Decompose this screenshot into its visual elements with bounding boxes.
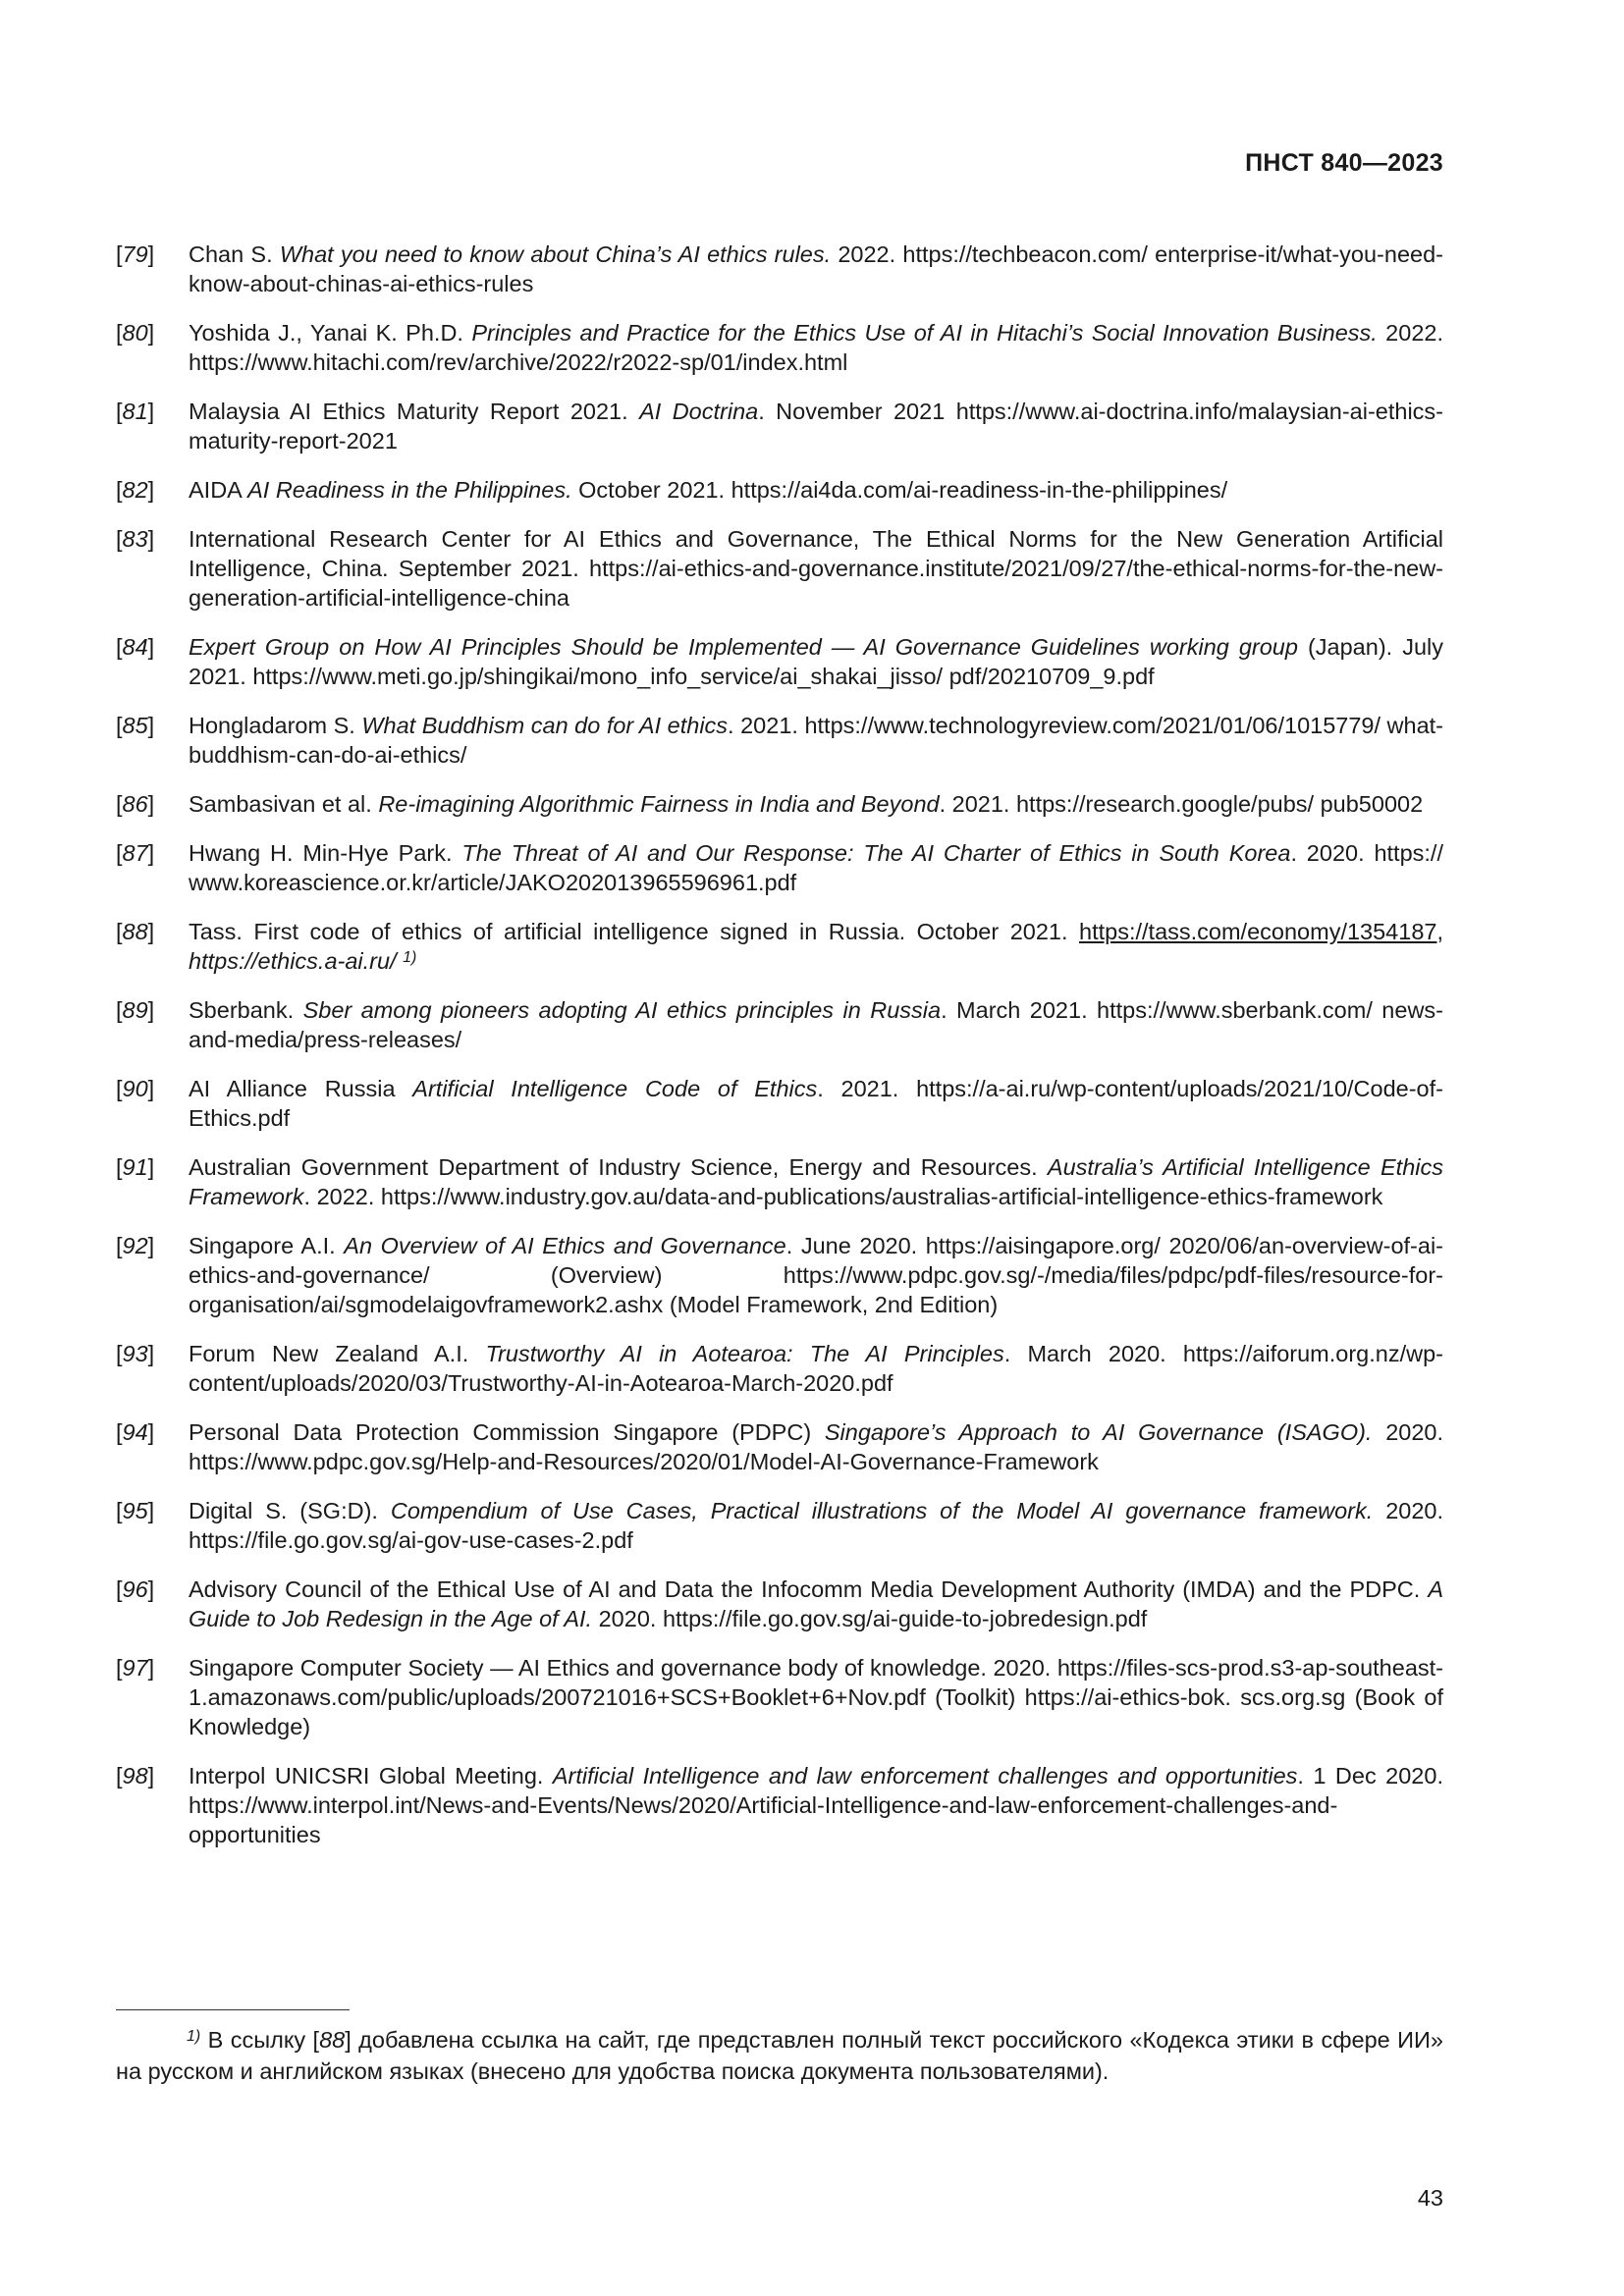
reference-text xyxy=(189,1496,1443,1555)
reference-number-value: 84 xyxy=(122,634,148,660)
reference-segment: 2022. https://www.hitachi.com/rev/archive/2022/r2022-sp/01/index.html xyxy=(189,320,1443,375)
reference-text xyxy=(189,917,1443,976)
reference-text xyxy=(189,1653,1443,1741)
reference-item xyxy=(116,475,1443,505)
reference-item xyxy=(116,240,1443,298)
reference-item xyxy=(116,1653,1443,1741)
reference-number-value: 87 xyxy=(122,840,148,866)
reference-number-value: 82 xyxy=(122,477,148,503)
reference-text xyxy=(189,838,1443,897)
reference-title: AI Readiness in the Philippines. xyxy=(247,477,572,503)
reference-number: [90] xyxy=(116,1076,155,1101)
reference-segment: Chan S. xyxy=(189,241,280,267)
reference-number-value: 79 xyxy=(122,241,148,267)
reference-segment: Sambasivan et al. xyxy=(189,791,379,817)
reference-number: [91] xyxy=(116,1154,155,1180)
reference-item xyxy=(116,1496,1443,1555)
reference-text xyxy=(189,995,1443,1054)
reference-number-value: 95 xyxy=(122,1498,148,1523)
reference-number: [80] xyxy=(116,320,155,346)
reference-title: Expert Group on How AI Principles Should be Implemented — AI Governance Guidelines working group xyxy=(189,634,1298,660)
reference-item xyxy=(116,524,1443,613)
reference-item xyxy=(116,1152,1443,1211)
reference-text xyxy=(189,1231,1443,1319)
reference-number: [92] xyxy=(116,1233,155,1258)
reference-segment: Forum New Zealand A.I. xyxy=(189,1341,486,1366)
reference-item xyxy=(116,1575,1443,1633)
reference-title: Sber among pioneers adopting AI ethics principles in Russia xyxy=(302,997,942,1023)
reference-segment: International Research Center for AI Ethics and Governance, The Ethical Norms for the New Generation Artificial Intelligence, China. September 2021. https://ai-ethics-and-governance.institute/2021/09/27/the-ethical-norms-for-the-new-generation-artificial-intelligence-china xyxy=(189,526,1443,611)
reference-segment: . 2022. https://www.industry.gov.au/data-and-publications/australias-artificial-intelligence-ethics-framework xyxy=(303,1184,1383,1209)
reference-number-value: 81 xyxy=(122,399,148,424)
reference-segment: Personal Data Protection Commission Singapore (PDPC) xyxy=(189,1419,825,1445)
footnote xyxy=(116,2024,1443,2087)
reference-text xyxy=(189,632,1443,691)
footnote-marker: 1) xyxy=(187,2028,201,2045)
reference-text xyxy=(189,397,1443,455)
reference-list xyxy=(116,240,1443,1869)
reference-title: https://ethics.a-ai.ru/ xyxy=(189,948,397,974)
reference-item xyxy=(116,789,1443,819)
reference-segment: Hongladarom S. xyxy=(189,713,362,738)
reference-text xyxy=(189,1761,1443,1849)
reference-title: The Threat of AI and Our Response: The AI Charter of Ethics in South Korea xyxy=(461,840,1291,866)
reference-number: [87] xyxy=(116,840,155,866)
reference-title: What Buddhism can do for AI ethics xyxy=(361,713,729,738)
reference-number-value: 92 xyxy=(122,1233,148,1258)
reference-segment: . November 2021 https://www.ai-doctrina.info/malaysian-ai-ethics-maturity-report-2021 xyxy=(189,399,1443,454)
reference-number-value: 86 xyxy=(122,791,148,817)
reference-number: [96] xyxy=(116,1576,155,1602)
reference-segment: . 2020. https:// www.koreascience.or.kr/article/JAKO202013965596961.pdf xyxy=(189,840,1443,895)
reference-number: [95] xyxy=(116,1498,155,1523)
reference-text xyxy=(189,1074,1443,1133)
reference-segment: Singapore Computer Society — AI Ethics and governance body of knowledge. 2020. https://files-scs-prod.s3-ap-southeast-1.amazonaws.com/public/uploads/200721016+SCS+Booklet+6+Nov.pdf (Toolkit) https://ai-ethics-bok. scs.org.sg (Book of Knowledge) xyxy=(189,1655,1443,1739)
reference-number: [93] xyxy=(116,1341,155,1366)
reference-number: [82] xyxy=(116,477,155,503)
reference-item xyxy=(116,1417,1443,1476)
page-number: 43 xyxy=(1417,2185,1443,2211)
reference-number: [97] xyxy=(116,1655,155,1681)
reference-text xyxy=(189,1152,1443,1211)
reference-number-value: 91 xyxy=(122,1154,148,1180)
reference-number-value: 93 xyxy=(122,1341,148,1366)
reference-segment: Tass. First code of ethics of artificial intelligence signed in Russia. October 2021. xyxy=(189,919,1079,944)
reference-item xyxy=(116,1231,1443,1319)
reference-segment: . 1 Dec 2020. https://www.interpol.int/News-and-Events/News/2020/Artificial-Intelligence-and-law-enforcement-challenges-and-opportunities xyxy=(189,1763,1443,1847)
reference-title: What you need to know about China’s AI ethics rules. xyxy=(279,241,832,267)
reference-segment: , xyxy=(1436,919,1443,944)
reference-number-value: 80 xyxy=(122,320,148,346)
reference-segment: Yoshida J., Yanai K. Ph.D. xyxy=(189,320,472,346)
reference-text xyxy=(189,1575,1443,1633)
reference-number: [89] xyxy=(116,997,155,1023)
reference-title: AI Doctrina xyxy=(639,399,759,424)
reference-item xyxy=(116,632,1443,691)
reference-number: [98] xyxy=(116,1763,155,1789)
reference-item xyxy=(116,711,1443,770)
reference-title: Trustworthy AI in Aotearoa: The AI Principles xyxy=(485,1341,1004,1366)
reference-item xyxy=(116,917,1443,976)
reference-item xyxy=(116,838,1443,897)
reference-text xyxy=(189,789,1443,819)
reference-number: [88] xyxy=(116,919,155,944)
reference-item xyxy=(116,397,1443,455)
reference-segment: 2022. https://techbeacon.com/ enterprise-it/what-you-need-know-about-chinas-ai-ethics-rules xyxy=(189,241,1443,296)
reference-number-value: 83 xyxy=(122,526,148,552)
reference-number-value: 90 xyxy=(122,1076,148,1101)
document-code: ПНСТ 840—2023 xyxy=(1245,149,1443,177)
reference-number: [83] xyxy=(116,526,155,552)
footnote-divider xyxy=(116,2009,350,2010)
reference-segment: Interpol UNICSRI Global Meeting. xyxy=(189,1763,553,1789)
reference-segment: . June 2020. https://aisingapore.org/ 2020/06/an-overview-of-ai-ethics-and-governance/ (Overview) https://www.pdpc.gov.sg/-/media/files/pdpc/pdf-files/resource-for-organisation/ai/sgmodelaigovframework2.ashx (Model Framework, 2nd Edition) xyxy=(189,1233,1443,1317)
reference-number: [86] xyxy=(116,791,155,817)
reference-segment: . 2021. https://www.technologyreview.com/2021/01/06/1015779/ what-buddhism-can-do-ai-ethics/ xyxy=(189,713,1444,768)
reference-title: Artificial Intelligence Code of Ethics xyxy=(412,1076,818,1101)
reference-segment: . 2021. https://research.google/pubs/ pub50002 xyxy=(939,791,1424,817)
reference-title: Singapore’s Approach to AI Governance (ISAGO). xyxy=(824,1419,1373,1445)
reference-segment: Digital S. (SG:D). xyxy=(189,1498,391,1523)
reference-segment: Malaysia AI Ethics Maturity Report 2021. xyxy=(189,399,640,424)
reference-item xyxy=(116,1074,1443,1133)
reference-segment: 2020. https://file.go.gov.sg/ai-guide-to-jobredesign.pdf xyxy=(592,1606,1148,1631)
reference-segment: . March 2020. https://aiforum.org.nz/wp-content/uploads/2020/03/Trustworthy-AI-in-Aotearoa-March-2020.pdf xyxy=(189,1341,1443,1396)
reference-segment: (Japan). July 2021. https://www.meti.go.jp/shingikai/mono_info_service/ai_shakai_jisso/ pdf/20210709_9.pdf xyxy=(189,634,1443,689)
reference-title: Artificial Intelligence and law enforcement challenges and opportunities xyxy=(552,1763,1298,1789)
reference-title: Compendium of Use Cases, Practical illustrations of the Model AI governance framework. xyxy=(390,1498,1374,1523)
reference-number: [94] xyxy=(116,1419,155,1445)
reference-title: Principles and Practice for the Ethics Use of AI in Hitachi’s Social Innovation Business. xyxy=(471,320,1378,346)
reference-number: [84] xyxy=(116,634,155,660)
reference-number: [79] xyxy=(116,241,155,267)
reference-number-value: 98 xyxy=(122,1763,148,1789)
footnote-marker: 1) xyxy=(403,949,417,966)
reference-number-value: 97 xyxy=(122,1655,148,1681)
reference-item xyxy=(116,1761,1443,1849)
reference-text xyxy=(189,318,1443,377)
reference-number-value: 94 xyxy=(122,1419,148,1445)
reference-number-value: 89 xyxy=(122,997,148,1023)
reference-title: Australia’s Artificial Intelligence Ethics Framework xyxy=(189,1154,1443,1209)
reference-title: Re-imagining Algorithmic Fairness in India and Beyond xyxy=(378,791,940,817)
reference-segment: Australian Government Department of Industry Science, Energy and Resources. xyxy=(189,1154,1048,1180)
reference-segment: 2020. https://www.pdpc.gov.sg/Help-and-Resources/2020/01/Model-AI-Governance-Framework xyxy=(189,1419,1443,1474)
reference-segment: Advisory Council of the Ethical Use of AI and Data the Infocomm Media Development Authority (IMDA) and the PDPC. xyxy=(189,1576,1429,1602)
reference-number: [85] xyxy=(116,713,155,738)
reference-title: A Guide to Job Redesign in the Age of AI. xyxy=(189,1576,1443,1631)
reference-number: [81] xyxy=(116,399,155,424)
reference-text xyxy=(189,524,1443,613)
reference-text xyxy=(189,475,1443,505)
reference-text xyxy=(189,711,1443,770)
reference-item xyxy=(116,995,1443,1054)
reference-segment: AI Alliance Russia xyxy=(189,1076,413,1101)
reference-number-value: 96 xyxy=(122,1576,148,1602)
reference-title: An Overview of AI Ethics and Governance xyxy=(344,1233,786,1258)
reference-text xyxy=(189,1417,1443,1476)
footnote-text-before: В ссылку [ xyxy=(200,2027,320,2053)
reference-segment: Singapore A.I. xyxy=(189,1233,345,1258)
reference-text xyxy=(189,240,1443,298)
reference-link[interactable]: https://tass.com/economy/1354187 xyxy=(1079,919,1437,944)
reference-segment: 2020. https://file.go.gov.sg/ai-gov-use-cases-2.pdf xyxy=(189,1498,1444,1553)
reference-segment: October 2021. https://ai4da.com/ai-readiness-in-the-philippines/ xyxy=(571,477,1228,503)
reference-segment: . 2021. https://a-ai.ru/wp-content/uploads/2021/10/Code-of-Ethics.pdf xyxy=(189,1076,1443,1131)
reference-item xyxy=(116,318,1443,377)
reference-segment: Hwang H. Min-Hye Park. xyxy=(189,840,462,866)
footnote-ref: 88 xyxy=(319,2027,346,2053)
reference-item xyxy=(116,1339,1443,1398)
reference-segment: . March 2021. https://www.sberbank.com/ news-and-media/press-releases/ xyxy=(189,997,1443,1052)
reference-segment: Sberbank. xyxy=(189,997,303,1023)
reference-number-value: 85 xyxy=(122,713,148,738)
footnote-text-after: ] добавлена ссылка на сайт, где представлен полный текст российского «Кодекса этики в сфере ИИ» на русском и английском языках (внесено для удобства поиска документа пользователями). xyxy=(116,2027,1443,2084)
reference-number-value: 88 xyxy=(122,919,148,944)
reference-text xyxy=(189,1339,1443,1398)
reference-segment: AIDA xyxy=(189,477,248,503)
